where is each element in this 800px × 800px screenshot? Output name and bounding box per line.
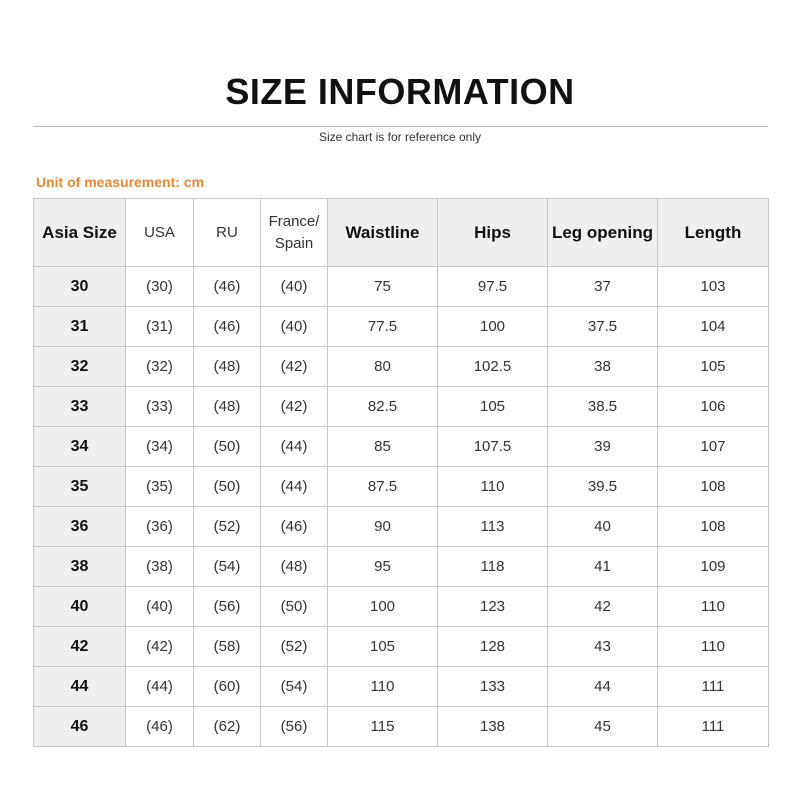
cell-waistline: 82.5 [328,387,438,427]
cell-leg-opening: 41 [548,547,658,587]
cell-hips: 97.5 [438,267,548,307]
cell-ru: (46) [194,307,261,347]
column-header-hips: Hips [438,199,548,267]
cell-leg-opening: 40 [548,507,658,547]
cell-usa: (36) [126,507,194,547]
cell-length: 109 [658,547,769,587]
cell-france-spain: (46) [261,507,328,547]
cell-waistline: 110 [328,667,438,707]
cell-leg-opening: 45 [548,707,658,747]
cell-usa: (46) [126,707,194,747]
cell-leg-opening: 44 [548,667,658,707]
cell-hips: 107.5 [438,427,548,467]
cell-length: 105 [658,347,769,387]
table-row [34,427,769,467]
cell-usa: (35) [126,467,194,507]
column-header-waistline: Waistline [328,199,438,267]
size-table [33,198,769,747]
cell-asia-size: 31 [34,307,126,347]
cell-length: 110 [658,587,769,627]
cell-ru: (50) [194,427,261,467]
column-header-ru: RU [194,199,261,267]
table-row [34,627,769,667]
title-divider [33,126,768,127]
cell-waistline: 90 [328,507,438,547]
cell-waistline: 75 [328,267,438,307]
cell-waistline: 77.5 [328,307,438,347]
cell-length: 104 [658,307,769,347]
cell-hips: 110 [438,467,548,507]
cell-france-spain: (44) [261,467,328,507]
table-row [34,307,769,347]
cell-asia-size: 34 [34,427,126,467]
cell-usa: (34) [126,427,194,467]
cell-usa: (44) [126,667,194,707]
table-row [34,707,769,747]
cell-france-spain: (40) [261,307,328,347]
cell-usa: (42) [126,627,194,667]
cell-ru: (60) [194,667,261,707]
cell-usa: (38) [126,547,194,587]
cell-asia-size: 38 [34,547,126,587]
cell-france-spain: (50) [261,587,328,627]
cell-waistline: 105 [328,627,438,667]
cell-hips: 100 [438,307,548,347]
cell-asia-size: 35 [34,467,126,507]
table-row [34,347,769,387]
unit-note: Unit of measurement: cm [36,174,205,190]
cell-asia-size: 40 [34,587,126,627]
table-row [34,667,769,707]
cell-waistline: 100 [328,587,438,627]
cell-leg-opening: 38 [548,347,658,387]
cell-leg-opening: 42 [548,587,658,627]
cell-asia-size: 42 [34,627,126,667]
cell-length: 106 [658,387,769,427]
cell-asia-size: 46 [34,707,126,747]
cell-france-spain: (56) [261,707,328,747]
cell-usa: (33) [126,387,194,427]
column-header-france-spain: France/ Spain [261,199,328,267]
cell-waistline: 85 [328,427,438,467]
cell-length: 111 [658,707,769,747]
table-row [34,507,769,547]
cell-asia-size: 32 [34,347,126,387]
cell-ru: (46) [194,267,261,307]
cell-france-spain: (42) [261,387,328,427]
cell-ru: (62) [194,707,261,747]
cell-asia-size: 44 [34,667,126,707]
column-header-usa: USA [126,199,194,267]
cell-asia-size: 36 [34,507,126,547]
cell-hips: 105 [438,387,548,427]
cell-france-spain: (54) [261,667,328,707]
cell-leg-opening: 37.5 [548,307,658,347]
cell-ru: (56) [194,587,261,627]
cell-hips: 113 [438,507,548,547]
cell-hips: 102.5 [438,347,548,387]
cell-length: 110 [658,627,769,667]
cell-usa: (40) [126,587,194,627]
cell-length: 108 [658,467,769,507]
cell-hips: 128 [438,627,548,667]
cell-leg-opening: 38.5 [548,387,658,427]
table-row [34,547,769,587]
reference-note: Size chart is for reference only [318,130,482,144]
page-title: SIZE INFORMATION [225,71,575,112]
cell-ru: (58) [194,627,261,667]
cell-ru: (48) [194,347,261,387]
cell-france-spain: (42) [261,347,328,387]
cell-hips: 123 [438,587,548,627]
cell-france-spain: (52) [261,627,328,667]
cell-length: 111 [658,667,769,707]
column-header-asia-size: Asia Size [34,199,126,267]
cell-usa: (30) [126,267,194,307]
cell-ru: (52) [194,507,261,547]
cell-hips: 118 [438,547,548,587]
cell-leg-opening: 39.5 [548,467,658,507]
cell-waistline: 80 [328,347,438,387]
table-row [34,387,769,427]
cell-ru: (48) [194,387,261,427]
cell-france-spain: (48) [261,547,328,587]
cell-hips: 133 [438,667,548,707]
cell-usa: (31) [126,307,194,347]
cell-asia-size: 33 [34,387,126,427]
cell-france-spain: (44) [261,427,328,467]
table-row [34,467,769,507]
cell-length: 103 [658,267,769,307]
cell-waistline: 95 [328,547,438,587]
cell-length: 107 [658,427,769,467]
cell-ru: (54) [194,547,261,587]
cell-leg-opening: 37 [548,267,658,307]
table-row [34,587,769,627]
cell-usa: (32) [126,347,194,387]
cell-leg-opening: 43 [548,627,658,667]
cell-waistline: 87.5 [328,467,438,507]
cell-waistline: 115 [328,707,438,747]
column-header-leg-opening: Leg opening [548,199,658,267]
cell-length: 108 [658,507,769,547]
cell-france-spain: (40) [261,267,328,307]
cell-asia-size: 30 [34,267,126,307]
cell-ru: (50) [194,467,261,507]
column-header-length: Length [658,199,769,267]
cell-hips: 138 [438,707,548,747]
table-row [34,267,769,307]
cell-leg-opening: 39 [548,427,658,467]
header-row [34,199,769,267]
table-body [34,267,769,747]
